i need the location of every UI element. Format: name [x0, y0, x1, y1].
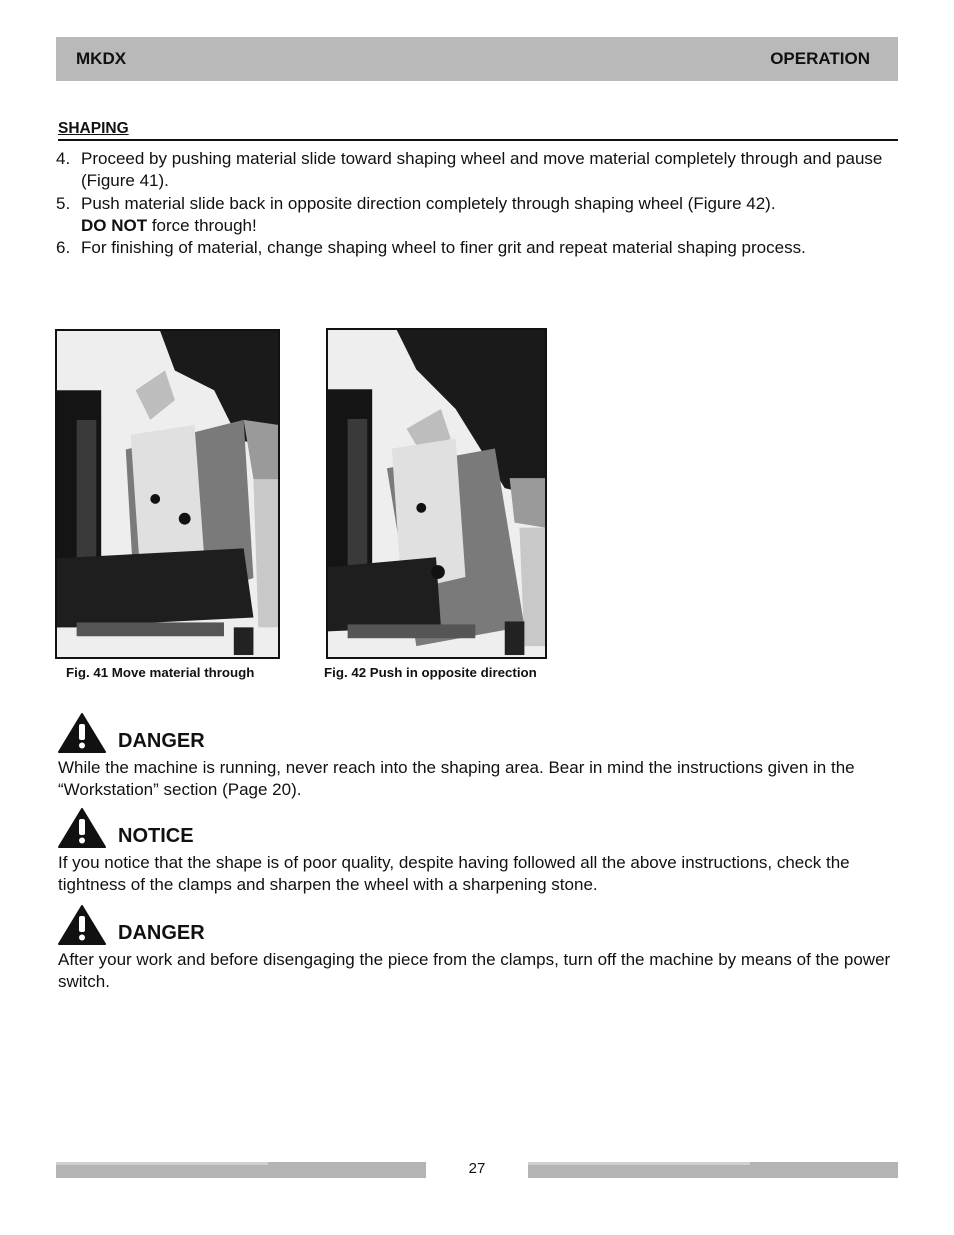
- header-product: MKDX: [76, 49, 127, 68]
- notice-body: If you notice that the shape is of poor quality, despite having followed all the above instructions, check the tightness of the clamps and sharpen the wheel with a sharpening stone.: [58, 853, 850, 895]
- notice-title: DANGER: [118, 922, 205, 944]
- warning-triangle-icon: [58, 713, 106, 753]
- page-number: 27: [468, 1160, 486, 1177]
- notice-title: DANGER: [118, 730, 205, 752]
- header-section: OPERATION: [770, 49, 870, 68]
- notice-body: While the machine is running, never reach into the shaping area. Bear in mind the instructions given in the “Workstation” section (Page 20).: [58, 758, 855, 800]
- step-emphasis: DO NOT: [81, 215, 148, 235]
- step-number: 4.: [56, 149, 71, 168]
- danger-heading: [58, 905, 205, 945]
- list-item: [56, 237, 898, 259]
- figure-41-caption: Fig. 41 Move material through: [66, 665, 255, 680]
- step-sentence: Push material slide back in opposite direction completely through shaping wheel (Figure 42).: [81, 193, 776, 213]
- footer-bar-right: [528, 1162, 898, 1178]
- danger-heading: [58, 713, 205, 753]
- figure-42-photo: [326, 328, 547, 659]
- step-number: 5.: [56, 193, 71, 213]
- step-text: [81, 193, 898, 238]
- notice-title: NOTICE: [118, 825, 194, 847]
- list-item: [56, 193, 898, 238]
- figure-42-caption: Fig. 42 Push in opposite direction: [324, 665, 537, 680]
- step-number: 6.: [56, 238, 71, 258]
- list-item: [56, 148, 898, 193]
- notice-heading: [58, 808, 194, 848]
- section-heading: SHAPING: [58, 120, 898, 141]
- step-text: Proceed by pushing material slide toward shaping wheel and move material completely through and pause (Figure 41).: [81, 149, 883, 191]
- header-bar: [56, 37, 898, 81]
- steps-list: [56, 148, 898, 259]
- step-emphasis-rest: force through!: [147, 215, 257, 235]
- operator-pulling-material-photo: [328, 330, 545, 657]
- figure-41-photo: [55, 329, 280, 659]
- notice-body: After your work and before disengaging the piece from the clamps, turn off the machine by means of the power switch.: [58, 950, 891, 992]
- footer-bar-left: [56, 1162, 426, 1178]
- step-text: For finishing of material, change shaping wheel to finer grit and repeat material shaping process.: [81, 238, 806, 258]
- warning-triangle-icon: [58, 905, 106, 945]
- warning-triangle-icon: [58, 808, 106, 848]
- operator-pushing-material-photo: [57, 331, 278, 657]
